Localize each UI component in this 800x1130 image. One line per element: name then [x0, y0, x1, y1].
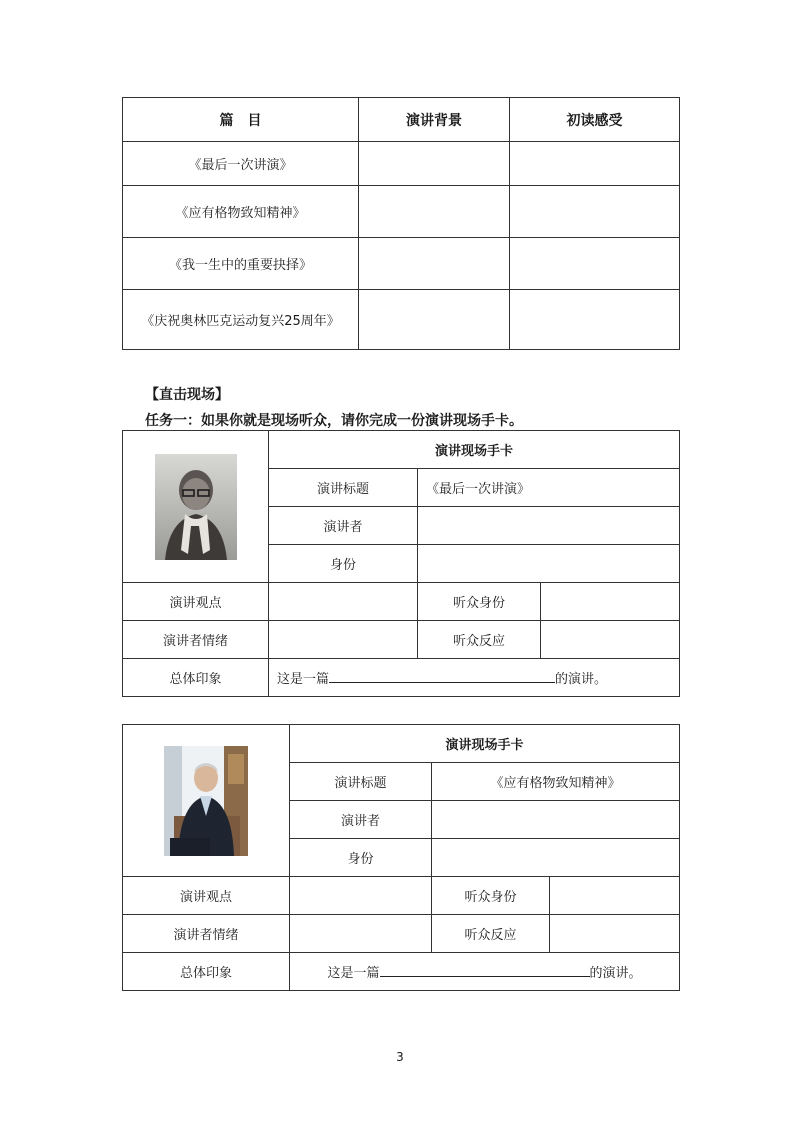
impression-field[interactable]	[290, 953, 680, 991]
identity-field[interactable]	[432, 839, 680, 877]
impression-suffix: 的演讲。	[589, 966, 642, 981]
task-instruction: 任务一：如果你就是现场听众，请你完成一份演讲现场手卡。	[145, 413, 523, 429]
card-title: 演讲现场手卡	[269, 431, 680, 469]
audience-reaction-label: 听众反应	[418, 621, 541, 659]
overview-table	[122, 97, 680, 350]
row-impression-cell[interactable]	[510, 290, 680, 350]
row-title: 《最后一次讲演》	[123, 142, 359, 186]
row-background-cell[interactable]	[359, 186, 510, 238]
impression-prefix: 这是一篇	[277, 672, 330, 687]
speaker-field[interactable]	[418, 507, 680, 545]
row-background-cell[interactable]	[359, 142, 510, 186]
impression-label: 总体印象	[123, 659, 269, 697]
impression-blank[interactable]	[380, 962, 590, 977]
header-background: 演讲背景	[359, 98, 510, 142]
emotion-label: 演讲者情绪	[123, 915, 290, 953]
identity-label: 身份	[269, 545, 418, 583]
emotion-field[interactable]	[290, 915, 432, 953]
speech-card-1	[122, 430, 680, 697]
viewpoint-label: 演讲观点	[123, 877, 290, 915]
header-title: 篇 目	[123, 98, 359, 142]
speech-title-label: 演讲标题	[290, 763, 432, 801]
speaker-photo-cell	[123, 431, 269, 583]
audience-identity-field[interactable]	[550, 877, 680, 915]
row-impression-cell[interactable]	[510, 186, 680, 238]
section-heading: 【直击现场】	[145, 387, 229, 403]
audience-identity-label: 听众身份	[432, 877, 550, 915]
speech-title-label: 演讲标题	[269, 469, 418, 507]
impression-field[interactable]	[269, 659, 680, 697]
speaker-photo-cell	[123, 725, 290, 877]
speaker-label: 演讲者	[290, 801, 432, 839]
viewpoint-label: 演讲观点	[123, 583, 269, 621]
speaker-label: 演讲者	[269, 507, 418, 545]
audience-reaction-label: 听众反应	[432, 915, 550, 953]
impression-label: 总体印象	[123, 953, 290, 991]
audience-reaction-field[interactable]	[550, 915, 680, 953]
identity-field[interactable]	[418, 545, 680, 583]
row-impression-cell[interactable]	[510, 238, 680, 290]
row-title: 《我一生中的重要抉择》	[123, 238, 359, 290]
row-title: 《应有格物致知精神》	[123, 186, 359, 238]
emotion-field[interactable]	[269, 621, 418, 659]
viewpoint-field[interactable]	[269, 583, 418, 621]
row-title: 《庆祝奥林匹克运动复兴25周年》	[123, 290, 359, 350]
audience-identity-field[interactable]	[541, 583, 680, 621]
impression-blank[interactable]	[329, 668, 555, 683]
audience-reaction-field[interactable]	[541, 621, 680, 659]
speaker-photo	[164, 746, 248, 856]
card-title: 演讲现场手卡	[290, 725, 680, 763]
header-impression: 初读感受	[510, 98, 680, 142]
audience-identity-label: 听众身份	[418, 583, 541, 621]
impression-suffix: 的演讲。	[555, 672, 608, 687]
emotion-label: 演讲者情绪	[123, 621, 269, 659]
row-impression-cell[interactable]	[510, 142, 680, 186]
row-background-cell[interactable]	[359, 238, 510, 290]
speaker-field[interactable]	[432, 801, 680, 839]
speaker-photo	[155, 454, 237, 560]
row-background-cell[interactable]	[359, 290, 510, 350]
identity-label: 身份	[290, 839, 432, 877]
speech-title-value: 《最后一次讲演》	[418, 469, 680, 507]
impression-prefix: 这是一篇	[327, 966, 380, 981]
page-number: 3	[396, 1050, 404, 1064]
viewpoint-field[interactable]	[290, 877, 432, 915]
speech-title-value: 《应有格物致知精神》	[432, 763, 680, 801]
speech-card-2	[122, 724, 680, 991]
